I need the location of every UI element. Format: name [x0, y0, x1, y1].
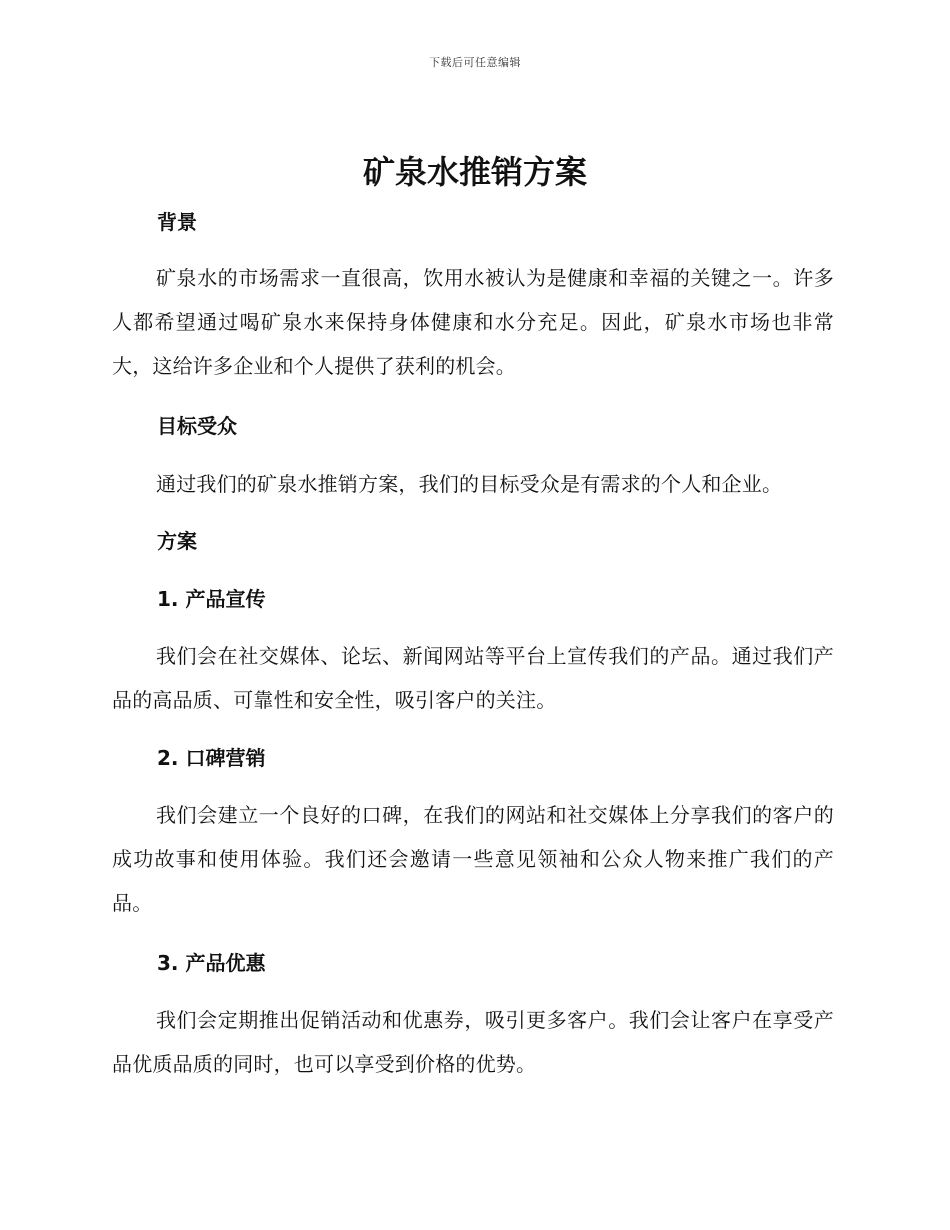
paragraph-item3: 我们会定期推出促销活动和优惠券，吸引更多客户。我们会让客户在享受产品优质品质的同时，也可以享受到价格的优势。 [112, 1008, 834, 1076]
section-heading-audience: 目标受众 [157, 414, 237, 438]
section-heading-item2: 2. 口碑营销 [157, 746, 266, 770]
paragraph-audience: 通过我们的矿泉水推销方案，我们的目标受众是有需求的个人和企业。 [156, 472, 783, 496]
section-heading-item3: 3. 产品优惠 [157, 951, 266, 975]
paragraph-background: 矿泉水的市场需求一直很高，饮用水被认为是健康和幸福的关键之一。许多人都希望通过喝矿泉水来保持身体健康和水分充足。因此，矿泉水市场也非常大，这给许多企业和个人提供了获利的机会。 [112, 266, 834, 378]
section-heading-item1: 1. 产品宣传 [157, 587, 266, 611]
paragraph-item1: 我们会在社交媒体、论坛、新闻网站等平台上宣传我们的产品。通过我们产品的高品质、可靠性和安全性，吸引客户的关注。 [112, 644, 834, 712]
document-title: 矿泉水推销方案 [362, 153, 587, 191]
section-heading-plan: 方案 [157, 529, 197, 553]
header-note: 下载后可任意编辑 [429, 56, 521, 69]
section-heading-background: 背景 [157, 210, 197, 234]
paragraph-item2: 我们会建立一个良好的口碑，在我们的网站和社交媒体上分享我们的客户的成功故事和使用体验。我们还会邀请一些意见领袖和公众人物来推广我们的产品。 [112, 803, 834, 915]
